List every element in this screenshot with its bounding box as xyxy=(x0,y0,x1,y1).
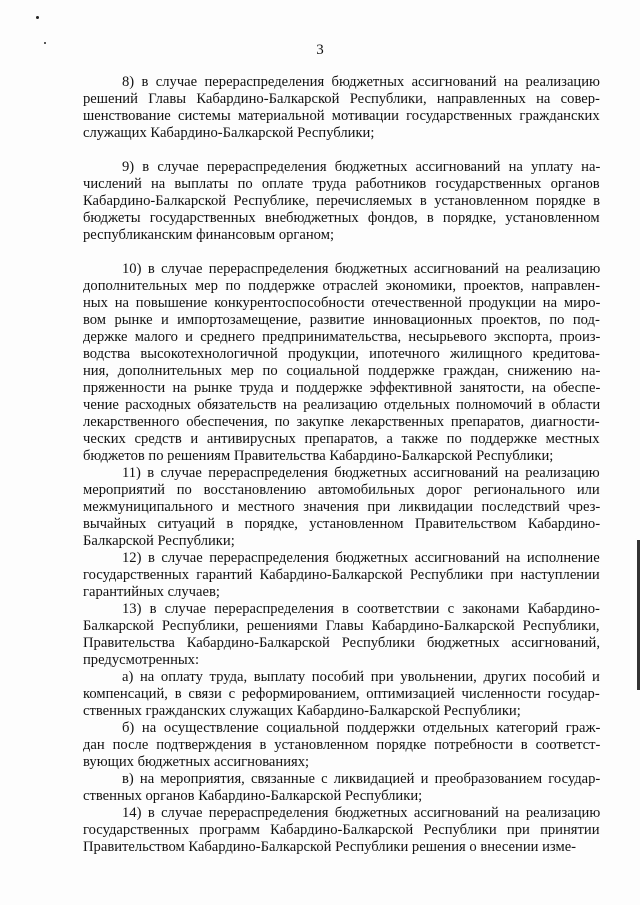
text-line: 13) в случае перераспределения в соответствии с законами Кабардино- xyxy=(122,601,600,617)
text-line: бюджеты государственных внебюджетных фондов, в порядке, установленном xyxy=(83,210,600,226)
text-line: в) на мероприятия, связанные с ликвидацией и преобразованием государ- xyxy=(122,771,601,787)
text-line: 9) в случае перераспределения бюджетных ассигнований на уплату на- xyxy=(122,159,601,175)
scan-speck xyxy=(36,16,39,19)
text-line: Правительством Кабардино-Балкарской Республики решения о внесении изме- xyxy=(83,839,577,855)
text-line: компенсаций, в связи с реформированием, оптимизацией численности государ- xyxy=(83,686,600,702)
text-line: предусмотренных: xyxy=(83,652,200,668)
text-line: Кабардино-Балкарской Республике, перечисляемых в установленном порядке в xyxy=(83,193,601,209)
text-line: гарантийных случаев; xyxy=(83,584,220,600)
text-line: 8) в случае перераспределения бюджетных ассигнований на реализацию xyxy=(122,74,600,90)
text-line: дополнительных мер по поддержке отраслей экономики, проектов, направлен- xyxy=(83,278,601,294)
text-line: Балкарской Республики, решениями Главы Кабардино-Балкарской Республики, xyxy=(83,618,600,634)
text-line: 14) в случае перераспределения бюджетных ассигнований на реализацию xyxy=(122,805,601,821)
text-line: мероприятий по восстановлению автомобильных дорог регионального или xyxy=(83,482,600,498)
text-line: вычайных ситуаций в порядке, установленном Правительством Кабардино- xyxy=(83,516,601,532)
page-number: 3 xyxy=(316,42,324,58)
text-line: ческих средств и антивирусных препаратов, а также по поддержке местных xyxy=(83,431,600,447)
text-line: республиканским финансовым органом; xyxy=(83,227,334,243)
text-line: а) на оплату труда, выплату пособий при увольнении, других пособий и xyxy=(122,669,600,685)
text-line: бюджетов по решениям Правительства Кабардино-Балкарской Республики; xyxy=(83,448,554,464)
text-line: числений на выплаты по оплате труда работников государственных органов xyxy=(83,176,600,192)
text-line: служащих Кабардино-Балкарской Республики; xyxy=(83,125,375,141)
text-line: решений Главы Кабардино-Балкарской Республики, направленных на совер- xyxy=(83,91,600,107)
text-line: вующих бюджетных ассигнованиях; xyxy=(83,754,310,770)
text-line: ных на повышение конкурентоспособности отечественной продукции на миро- xyxy=(83,295,601,311)
text-line: Правительства Кабардино-Балкарской Республики бюджетных ассигнований, xyxy=(83,635,600,651)
text-line: ственных органов Кабардино-Балкарской Республики; xyxy=(83,788,423,804)
text-line: 10) в случае перераспределения бюджетных ассигнований на реализацию xyxy=(122,261,601,277)
text-line: пряженности на рынке труда и поддержке эффективной занятости, на обеспе- xyxy=(83,380,601,396)
text-line: шенствование системы материальной мотивации государственных гражданских xyxy=(83,108,600,124)
text-line: межмуниципального и местного значения при ликвидации последствий чрез- xyxy=(83,499,601,515)
text-line: чение расходных обязательств на реализацию отдельных полномочий в области xyxy=(83,397,601,413)
text-line: 11) в случае перераспределения бюджетных ассигнований на реализацию xyxy=(122,465,600,481)
text-line: б) на осуществление социальной поддержки отдельных категорий граж- xyxy=(122,720,601,736)
text-line: ственных гражданских служащих Кабардино-Балкарской Республики; xyxy=(83,703,521,719)
text-line: государственных гарантий Кабардино-Балкарской Республики при наступлении xyxy=(83,567,600,583)
text-line: дан после подтверждения в установленном порядке потребности в соответст- xyxy=(83,737,601,753)
text-line: ния, дополнительных мер по социальной поддержке граждан, снижению на- xyxy=(83,363,601,379)
text-line: лекарственного обеспечения, по закупке лекарственных препаратов, диагности- xyxy=(83,414,600,430)
text-line: держке малого и среднего предпринимательства, несырьевого экспорта, произ- xyxy=(83,329,601,345)
text-line: водства высокотехнологичной продукции, ипотечного жилищного кредитова- xyxy=(83,346,600,362)
text-line: вом рынке и импортозамещение, развитие инновационных проектов, по под- xyxy=(83,312,600,328)
text-line: государственных программ Кабардино-Балкарской Республики при принятии xyxy=(83,822,600,838)
text-line: 12) в случае перераспределения бюджетных ассигнований на исполнение xyxy=(122,550,600,566)
text-line: Балкарской Республики; xyxy=(83,533,235,549)
